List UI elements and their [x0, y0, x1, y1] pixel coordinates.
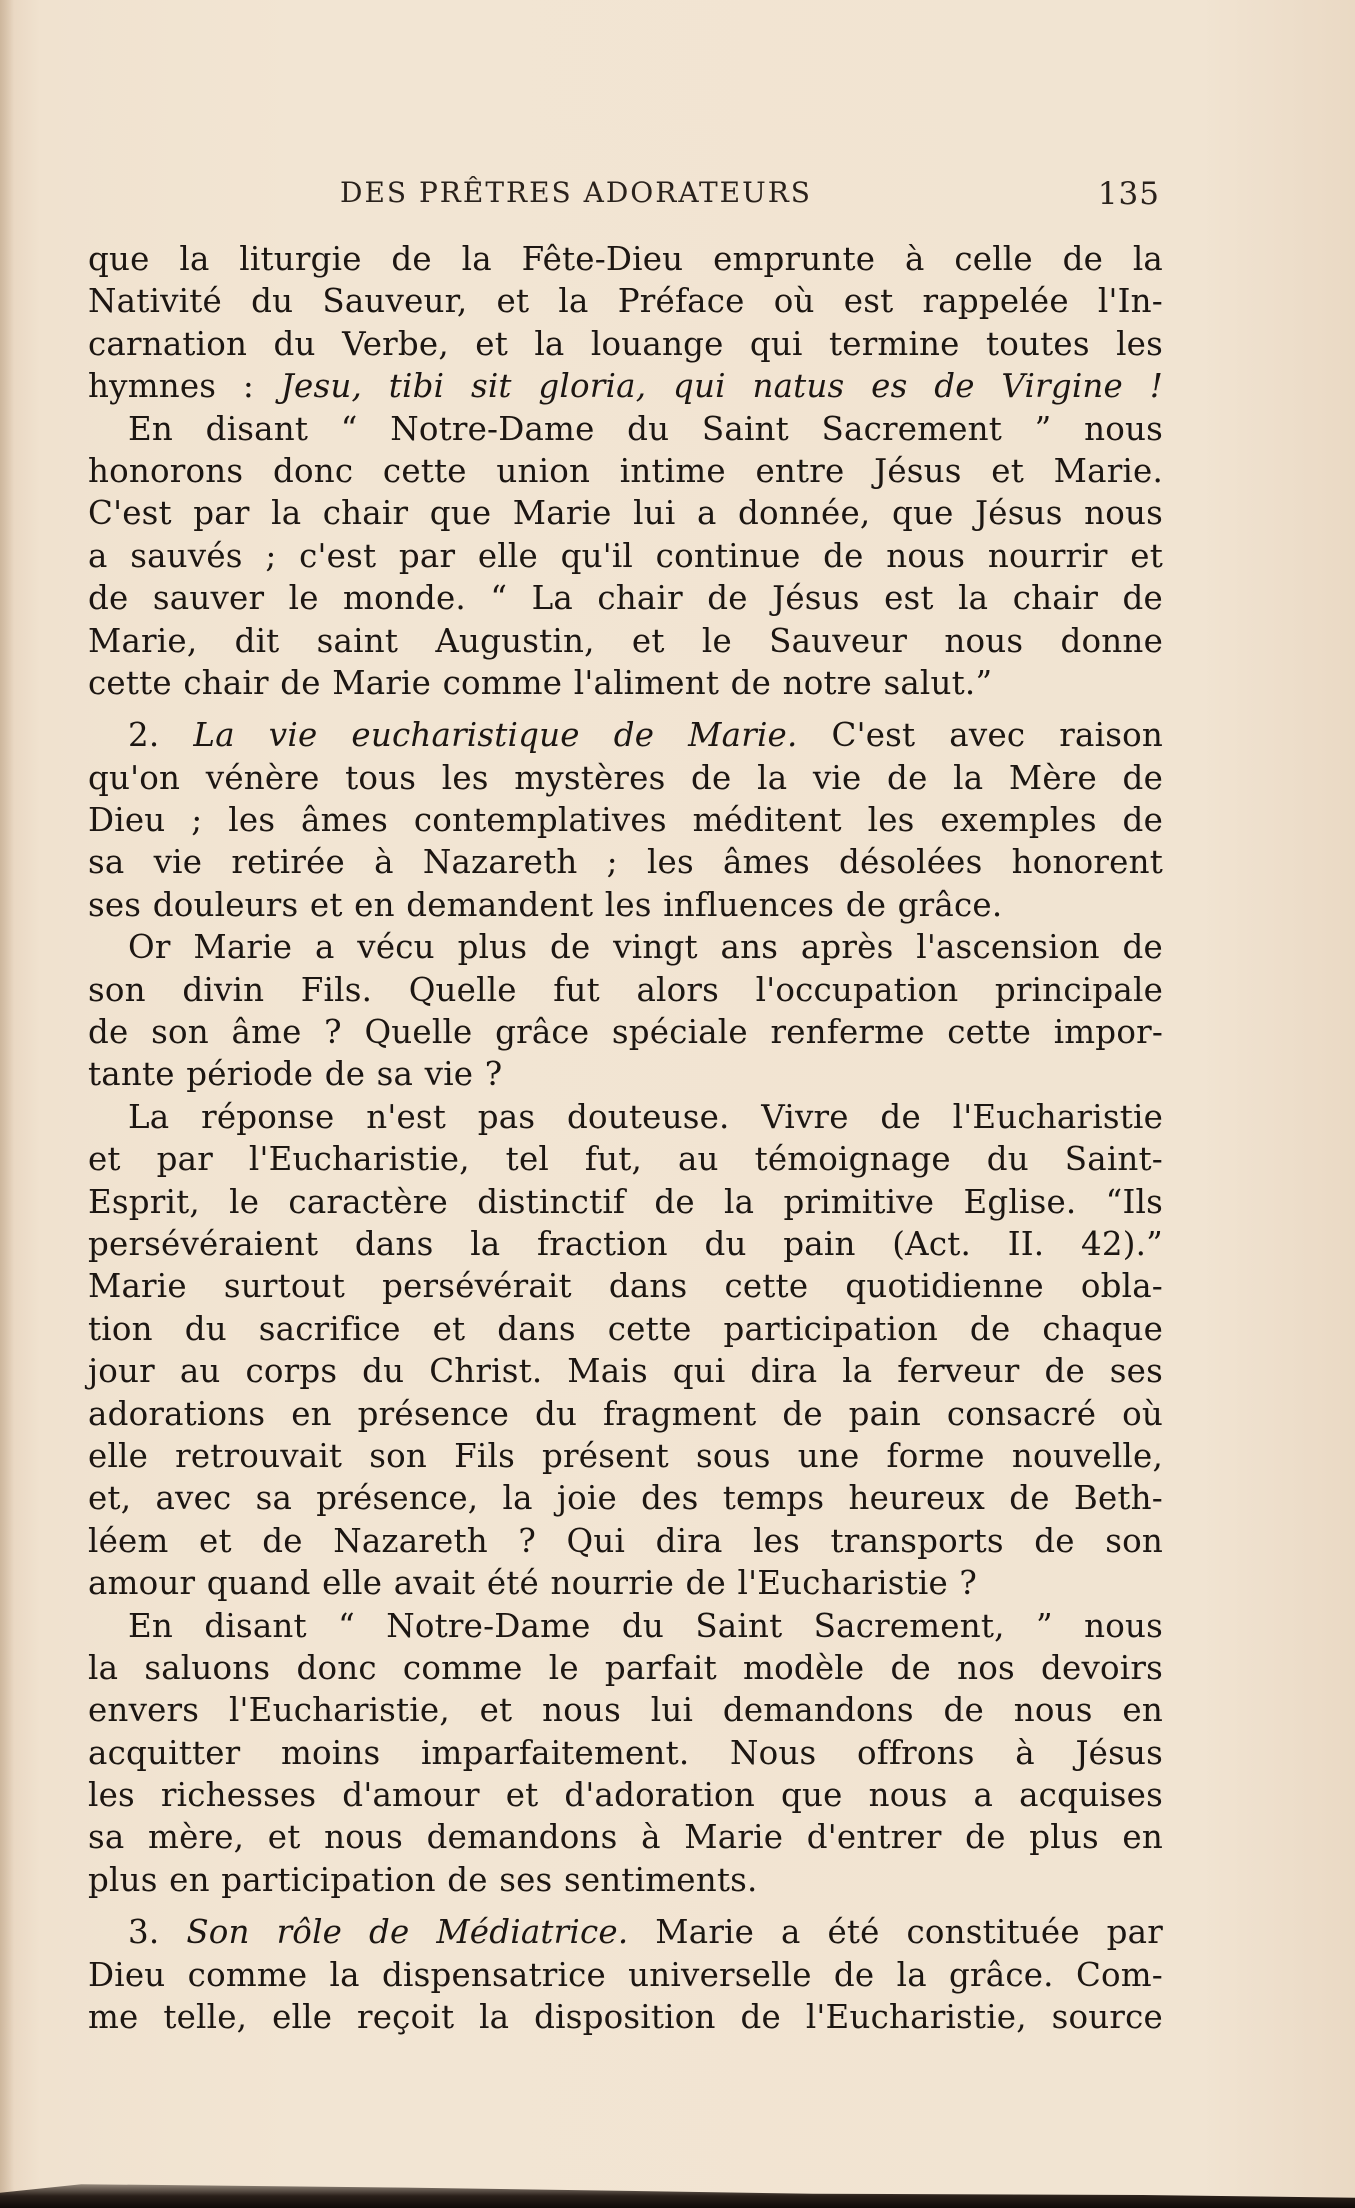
text-line: et par l'Eucharistie, tel fut, au témoignage du Saint-: [88, 1140, 1163, 1179]
text-line: son divin Fils. Quelle fut alors l'occupation principale: [88, 970, 1163, 1009]
running-title: DES PRÊTRES ADORATEURS: [340, 176, 812, 209]
text-line: elle retrouvait son Fils présent sous une forme nouvelle,: [88, 1436, 1163, 1475]
text-run: Marie a été constituée par: [628, 1913, 1163, 1952]
text-line: Nativité du Sauveur, et la Préface où est rappelée l'In-: [88, 282, 1163, 321]
text-line: la saluons donc comme le parfait modèle de nos devoirs: [88, 1648, 1163, 1687]
text-line: Marie surtout persévérait dans cette quotidienne obla-: [88, 1267, 1163, 1306]
text-line: C'est par la chair que Marie lui a donnée, que Jésus nous: [88, 494, 1163, 533]
text-line: Dieu ; les âmes contemplatives méditent les exemples de: [88, 801, 1163, 840]
section-title: La vie eucharistique de Marie.: [193, 716, 798, 755]
text-run: 2.: [128, 716, 194, 755]
text-line: La réponse n'est pas douteuse. Vivre de l'Eucharistie: [128, 1097, 1163, 1136]
text-line: les richesses d'amour et d'adoration que nous a acquises: [88, 1776, 1163, 1815]
section-heading-line: [88, 714, 1163, 756]
section-heading-line: [88, 1911, 1163, 1953]
text-run: hymnes :: [88, 367, 281, 406]
text-run: C'est avec raison: [797, 716, 1163, 755]
text-line: Dieu comme la dispensatrice universelle de la grâce. Com-: [88, 1955, 1163, 1994]
text-line: En disant “ Notre-Dame du Saint Sacrement ” nous: [128, 409, 1163, 448]
text-line: a sauvés ; c'est par elle qu'il continue de nous nourrir et: [88, 536, 1163, 575]
text-line: jour au corps du Christ. Mais qui dira la ferveur de ses: [88, 1352, 1163, 1391]
text-line: me telle, elle reçoit la disposition de l'Eucharistie, source: [88, 1998, 1163, 2037]
text-line: Or Marie a vécu plus de vingt ans après l'ascension de: [128, 928, 1163, 967]
text-line: de sauver le monde. “ La chair de Jésus est la chair de: [88, 579, 1163, 618]
latin-quote: Jesu, tibi sit gloria, qui natus es de Virgine !: [280, 367, 1163, 406]
spine-shadow: [0, 0, 14, 2208]
text-line: persévéraient dans la fraction du pain (Act. II. 42).”: [88, 1224, 1163, 1263]
body-text: [88, 238, 1163, 2038]
text-line: adorations en présence du fragment de pain consacré où: [88, 1394, 1163, 1433]
text-line: ses douleurs et en demandent les influences de grâce.: [88, 885, 1003, 924]
text-line: et, avec sa présence, la joie des temps heureux de Beth-: [88, 1479, 1163, 1518]
text-line: qu'on vénère tous les mystères de la vie de la Mère de: [88, 758, 1163, 797]
text-line: cette chair de Marie comme l'aliment de notre salut.”: [88, 663, 993, 702]
text-line: sa mère, et nous demandons à Marie d'entrer de plus en: [88, 1818, 1163, 1857]
text-line: que la liturgie de la Fête-Dieu emprunte à celle de la: [88, 240, 1163, 278]
text-line: de son âme ? Quelle grâce spéciale renferme cette impor-: [88, 1013, 1163, 1052]
text-line: honorons donc cette union intime entre Jésus et Marie.: [88, 451, 1163, 490]
running-head: [340, 176, 1160, 216]
text-line: amour quand elle avait été nourrie de l'Eucharistie ?: [88, 1564, 978, 1603]
text-line: tante période de sa vie ?: [88, 1055, 503, 1094]
text-line: tion du sacrifice et dans cette participation de chaque: [88, 1309, 1163, 1348]
text-line: [88, 365, 1163, 407]
section-title: Son rôle de Médiatrice.: [186, 1913, 629, 1952]
text-line: carnation du Verbe, et la louange qui termine toutes les: [88, 324, 1163, 363]
text-line: acquitter moins imparfaitement. Nous offrons à Jésus: [88, 1733, 1163, 1772]
text-run: 3.: [128, 1913, 187, 1952]
page-bottom-edge: [0, 2174, 1355, 2208]
text-line: envers l'Eucharistie, et nous lui demandons de nous en: [88, 1691, 1163, 1730]
text-line: Marie, dit saint Augustin, et le Sauveur nous donne: [88, 621, 1163, 660]
text-line: léem et de Nazareth ? Qui dira les transports de son: [88, 1521, 1163, 1560]
page-number: 135: [1097, 176, 1160, 212]
text-line: En disant “ Notre-Dame du Saint Sacrement, ” nous: [128, 1606, 1163, 1645]
text-line: Esprit, le caractère distinctif de la primitive Eglise. “Ils: [88, 1182, 1163, 1221]
text-line: plus en participation de ses sentiments.: [88, 1860, 758, 1899]
text-line: sa vie retirée à Nazareth ; les âmes désolées honorent: [88, 843, 1163, 882]
